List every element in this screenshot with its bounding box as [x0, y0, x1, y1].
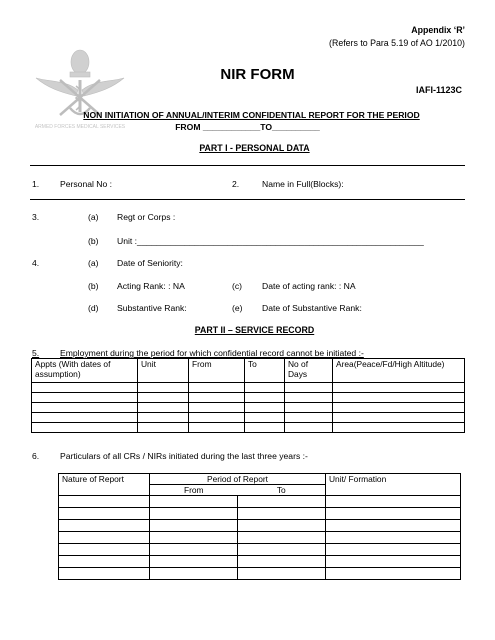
cell[interactable] [32, 383, 138, 393]
form-title: NIR FORM [220, 66, 295, 83]
cell[interactable] [32, 393, 138, 403]
col-header-unit: Unit [138, 359, 189, 383]
table-header-row [59, 474, 461, 485]
cell[interactable] [138, 413, 189, 423]
col-header-period-from: From [150, 485, 238, 496]
cell[interactable] [189, 383, 245, 393]
cell[interactable] [59, 520, 150, 532]
cell[interactable] [32, 423, 138, 433]
col-header-area: Area(Peace/Fd/High Altitude) [333, 359, 465, 383]
cell[interactable] [238, 568, 326, 580]
cell[interactable] [326, 520, 461, 532]
cell[interactable] [285, 423, 333, 433]
cell[interactable] [150, 496, 238, 508]
cell[interactable] [59, 568, 150, 580]
cell[interactable] [333, 393, 465, 403]
cell[interactable] [285, 413, 333, 423]
table-row [32, 383, 465, 393]
cell[interactable] [333, 423, 465, 433]
col-header-to: To [245, 359, 285, 383]
cell[interactable] [150, 544, 238, 556]
cell[interactable] [59, 508, 150, 520]
q3a-letter: (a) [88, 212, 99, 222]
cell[interactable] [245, 423, 285, 433]
q4-number: 4. [32, 258, 40, 268]
appendix-label: Appendix ‘R’ [411, 25, 465, 35]
q2-number: 2. [232, 179, 240, 189]
divider [30, 199, 465, 200]
cell[interactable] [326, 568, 461, 580]
part2-heading: PART II – SERVICE RECORD [194, 325, 315, 335]
substantive-rank-label: Substantive Rank: [117, 303, 187, 313]
part1-heading: PART I - PERSONAL DATA [199, 143, 310, 153]
acting-rank-date-label: Date of acting rank: : NA [262, 281, 356, 291]
cell[interactable] [189, 423, 245, 433]
cell[interactable] [326, 496, 461, 508]
cell[interactable] [59, 532, 150, 544]
q5-number: 5. [32, 348, 40, 358]
table-row [59, 532, 461, 544]
cell[interactable] [326, 508, 461, 520]
q4c-letter: (c) [232, 281, 243, 291]
q3b-letter: (b) [88, 236, 99, 246]
cell[interactable] [32, 413, 138, 423]
cell[interactable] [138, 403, 189, 413]
table-row [32, 403, 465, 413]
cell[interactable] [245, 393, 285, 403]
cell[interactable] [150, 508, 238, 520]
q4a-letter: (a) [88, 258, 99, 268]
cell[interactable] [189, 403, 245, 413]
table-row [59, 520, 461, 532]
cell[interactable] [285, 383, 333, 393]
cell[interactable] [245, 413, 285, 423]
col-header-appts: Appts (With dates of assumption) [32, 359, 138, 383]
cell[interactable] [150, 568, 238, 580]
cell[interactable] [333, 383, 465, 393]
q6-number: 6. [32, 451, 40, 461]
cell[interactable] [238, 508, 326, 520]
cell[interactable] [238, 520, 326, 532]
cell[interactable] [245, 383, 285, 393]
cell[interactable] [285, 393, 333, 403]
q3-number: 3. [32, 212, 40, 222]
form-subtitle-line1: NON INITIATION OF ANNUAL/INTERIM CONFIDENTIAL REPORT FOR THE PERIOD [83, 110, 420, 120]
regt-corps-label: Regt or Corps : [117, 212, 176, 222]
table-header-row [32, 359, 465, 383]
cell[interactable] [59, 556, 150, 568]
q1-number: 1. [32, 179, 40, 189]
cell[interactable] [326, 556, 461, 568]
table-row [59, 508, 461, 520]
reference-note: (Refers to Para 5.19 of AO 1/2010) [329, 38, 465, 48]
col-header-nature: Nature of Report [59, 474, 150, 496]
divider [30, 165, 465, 166]
table-row [32, 413, 465, 423]
col-header-period-to: To [238, 485, 326, 496]
cell[interactable] [326, 544, 461, 556]
cell[interactable] [238, 496, 326, 508]
q4b-letter: (b) [88, 281, 99, 291]
table-row [59, 556, 461, 568]
cell[interactable] [150, 520, 238, 532]
cell[interactable] [238, 532, 326, 544]
table-row [59, 568, 461, 580]
col-header-no-of-days: No of Days [285, 359, 333, 383]
col-header-from: From [189, 359, 245, 383]
cell[interactable] [333, 403, 465, 413]
form-subtitle-line2: FROM ____________TO__________ [175, 122, 320, 132]
cell[interactable] [245, 403, 285, 413]
col-header-unit-formation: Unit/ Formation [326, 474, 461, 496]
cell[interactable] [189, 413, 245, 423]
cell[interactable] [326, 532, 461, 544]
emblem-caption: ARMED FORCES MEDICAL SERVICES [34, 124, 126, 130]
cell[interactable] [150, 532, 238, 544]
cell[interactable] [238, 556, 326, 568]
table-row [59, 496, 461, 508]
cell[interactable] [138, 423, 189, 433]
table-row [59, 544, 461, 556]
cell[interactable] [189, 393, 245, 403]
form-code: IAFI-1123C [415, 85, 462, 95]
cell[interactable] [285, 403, 333, 413]
cr-history-table [58, 473, 461, 580]
cell[interactable] [238, 544, 326, 556]
q4e-letter: (e) [232, 303, 243, 313]
col-header-period: Period of Report [150, 474, 326, 485]
cell[interactable] [59, 496, 150, 508]
cell[interactable] [138, 393, 189, 403]
seniority-date-label: Date of Seniority: [117, 258, 183, 268]
unit-label: Unit :____________________________________________________________ [117, 236, 424, 246]
q6-text: Particulars of all CRs / NIRs initiated during the last three years :- [60, 451, 308, 461]
substantive-rank-date-label: Date of Substantive Rank: [262, 303, 362, 313]
personal-no-label: Personal No : [60, 179, 113, 189]
cell[interactable] [59, 544, 150, 556]
employment-table [31, 358, 465, 433]
q5-text: Employment during the period for which confidential record cannot be initiated :- [60, 348, 364, 358]
q4d-letter: (d) [88, 303, 99, 313]
cell[interactable] [333, 413, 465, 423]
table-row [32, 393, 465, 403]
acting-rank-label: Acting Rank: : NA [117, 281, 185, 291]
full-name-label: Name in Full(Blocks): [262, 179, 344, 189]
cell[interactable] [32, 403, 138, 413]
cell[interactable] [150, 556, 238, 568]
table-row [32, 423, 465, 433]
cell[interactable] [138, 383, 189, 393]
